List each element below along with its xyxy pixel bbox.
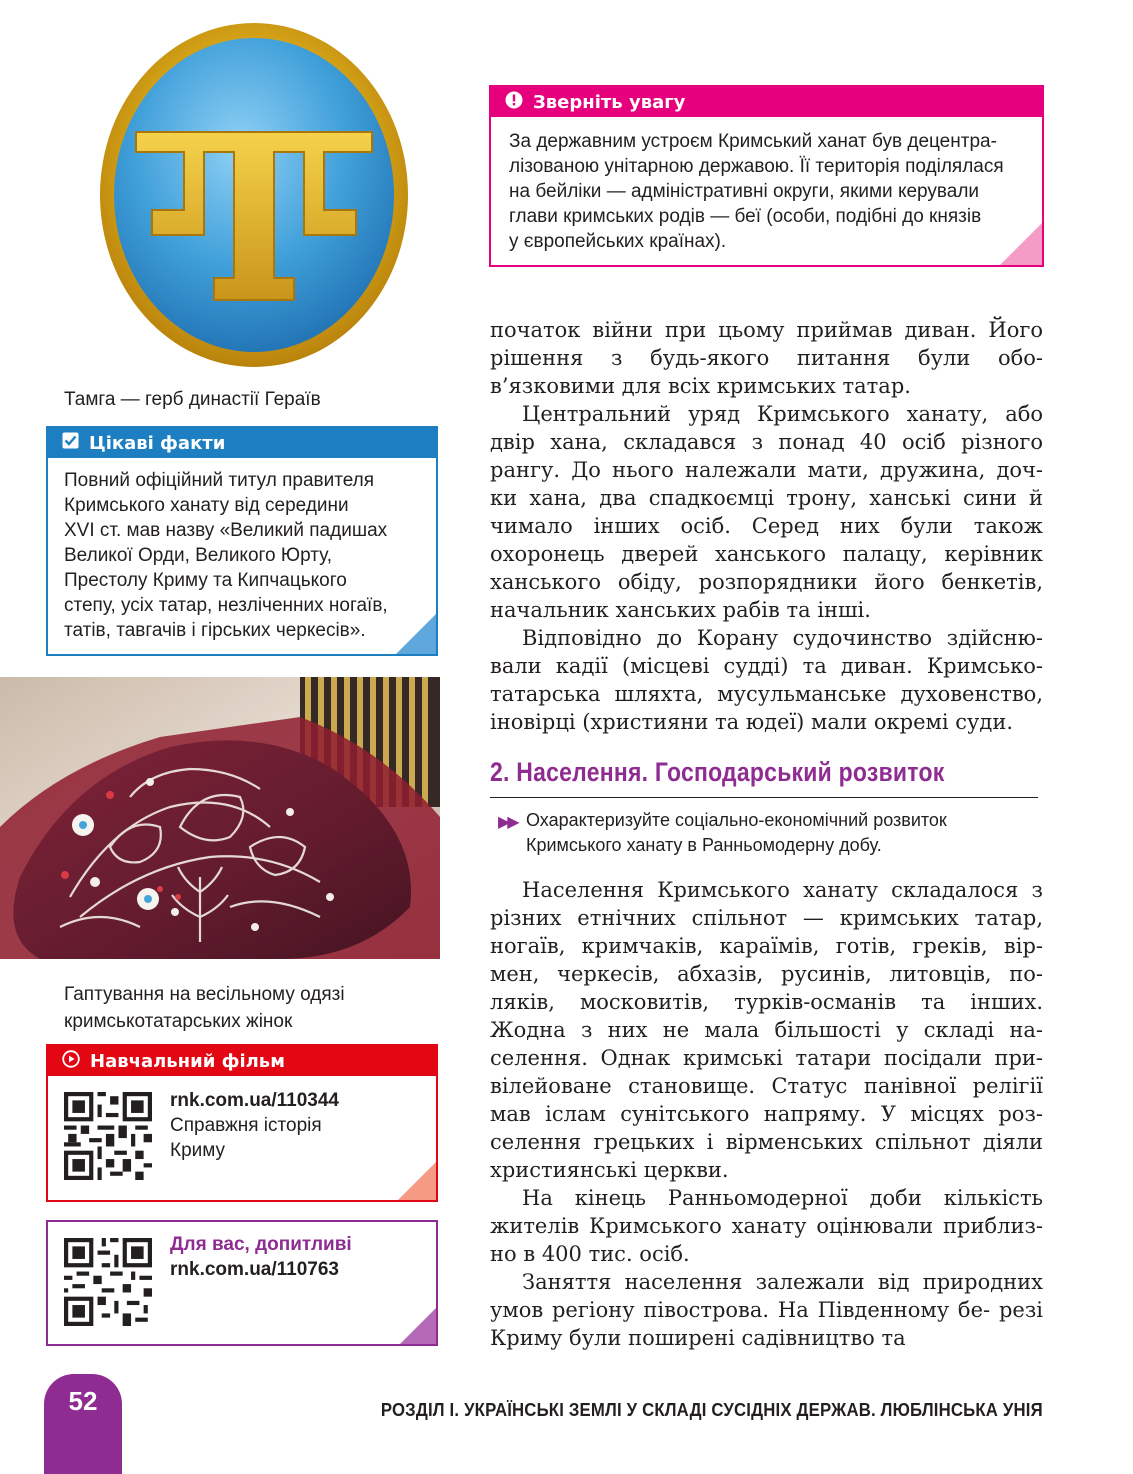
paragraph [490,624,1043,736]
task-line: Охарактеризуйте соціально-економічний розвиток [526,810,947,830]
curious-link[interactable]: rnk.com.ua/110763 [170,1259,339,1280]
text-line: На кінець Ранньомодерної доби кількість [522,1186,1043,1210]
text-line: начальник ханських рабів та інші. [490,598,871,622]
text-line: з різних етнічних спільнот — кримських татар, [490,878,1043,930]
photo-caption-line: кримськотатарських жінок [64,1011,293,1032]
main-text-bottom [490,876,1043,1352]
text-line: іновірці (християни та юдеї) мали окремі суди. [490,710,1013,734]
double-arrow-icon: ▶▶ [498,814,517,831]
corner-decoration [396,614,436,654]
tamga-emblem-image [98,20,410,370]
photo-caption [64,981,345,1035]
text-line: початок війни при цьому приймав диван. Його [490,318,1043,342]
facts-line: XVI ст. мав назву «Великий падишах [64,520,388,541]
running-footer-title: РОЗДІЛ І. УКРАЇНСЬКІ ЗЕМЛІ У СКЛАДІ СУСІДНІХ ДЕРЖАВ. ЛЮБЛІНСЬКА УНІЯ [380,1400,1043,1420]
film-box [46,1044,438,1202]
facts-text [48,458,436,643]
curious-box [46,1220,438,1346]
corner-decoration [398,1162,436,1200]
film-desc-line: Справжня історія [170,1115,322,1136]
facts-box [46,426,438,656]
facts-line: Повний офіційний титул правителя [64,470,375,491]
corner-decoration [400,1308,436,1344]
corner-decoration [1000,223,1042,265]
main-text-top [490,316,1043,736]
facts-line: Престолу Криму та Кипчацького [64,570,347,591]
text-line: в’язковими для всіх кримських татар. [490,374,911,398]
attention-header [491,87,1042,117]
text-line: ногаїв, кримчаків, караїмів, готів, греків, вір- [490,934,1043,958]
text-line: мен, черкесів, абхазів, русинів, литовців, по- [490,962,1043,986]
task-line: Кримського ханату в Ранньомодерну добу. [526,835,882,855]
page-number: 52 [68,1386,98,1416]
facts-header [48,428,436,458]
text-line: Відповідно до Корану судочинство здійсню- [522,626,1043,650]
attention-box [489,85,1044,267]
text-line: Жодна з них не мала більшості у складі на- [490,1018,1043,1042]
text-line: умов регіону півострова. На Південному бе- [490,1298,991,1322]
text-line: вілейоване становище. Статус панівної релігії [490,1074,1043,1098]
paragraph [490,1268,1043,1352]
text-line: Заняття населення залежали від природних [522,1270,1043,1294]
text-line: татарська шляхта, мусульманське духовенство, [490,682,1043,706]
attention-line: у європейських країнах). [509,231,727,252]
qr-code-icon[interactable] [64,1238,152,1326]
text-line: ляків, московитів, турків-османів та інших. [490,990,1043,1014]
checkbox-icon [62,432,79,454]
section-divider [490,797,1038,798]
emblem-caption: Тамга — герб династії Гераїв [64,389,321,410]
play-icon [62,1050,80,1073]
text-line: селення. Однак кримські татари посідали при- [490,1046,1043,1070]
film-link[interactable]: rnk.com.ua/110344 [170,1090,339,1111]
qr-code-icon[interactable] [64,1092,152,1180]
text-line: Населення Кримського ханату складалося [522,878,1032,902]
facts-line: татів, тавгачів і гірських черкесів». [64,620,366,641]
text-line: християнські церкви. [490,1158,729,1182]
text-line: ханського обіду, розпорядники його бенкетів, [490,570,1043,594]
text-line: й чимало інших осіб. Серед них були також [490,486,1043,538]
facts-line: степу, усіх татар, незліченних ногаїв, [64,595,388,616]
attention-text [491,117,1042,254]
text-line: селення грецьких і вірменських спільнот діяли [490,1130,1043,1154]
attention-title: Зверніть увагу [533,91,686,113]
attention-line: глави кримських родів — беї (особи, подібні до князів [509,206,982,227]
page-number-tab [44,1374,122,1474]
text-line: но в 400 тис. осіб. [490,1242,690,1266]
facts-title: Цікаві факти [89,432,226,454]
text-line: мав іслам сунітського напряму. У місцях роз- [490,1102,1043,1126]
text-line: охоронець дверей ханського палацу, керівник [490,542,1043,566]
paragraph [490,400,1043,624]
attention-line: За державним устроєм Кримський ханат був децентра- [509,131,997,152]
text-line: жителів Кримського ханату оцінювали приблиз- [490,1214,1043,1238]
paragraph [490,1184,1043,1268]
exclamation-icon [505,91,523,114]
paragraph [490,316,1043,400]
film-title: Навчальний фільм [90,1050,285,1072]
curious-title: Для вас, допитливі [170,1234,352,1255]
attention-line: на бейліки — адміністративні округи, якими керували [509,181,980,202]
embroidery-photo [0,677,440,959]
film-header [48,1046,436,1076]
photo-caption-line: Гаптування на весільному одязі [64,984,345,1005]
facts-line: Великої Орди, Великого Юрту, [64,545,333,566]
text-line: ки хана, два спадкоємці трону, ханські сини [490,486,1029,510]
attention-line: лізованою унітарною державою. Її територія поділялася [509,156,1004,177]
facts-line: Кримського ханату від середини [64,495,349,516]
section-title: 2. Населення. Господарський розвиток [490,757,945,787]
text-line: вали кадії (місцеві судді) та диван. Кримсько- [490,654,1043,678]
text-line: резі Криму були поширені садівництво та [490,1298,1043,1350]
text-line: двір хана, складався з понад 40 осіб різного [490,430,1043,454]
film-desc-line: Криму [170,1140,226,1161]
text-line: Центральний уряд Кримського ханату, або [522,402,1043,426]
text-line: рішення з будь-якого питання були обо- [490,346,1043,370]
paragraph [490,876,1043,1184]
text-line: рангу. До нього належали мати, дружина, доч- [490,458,1043,482]
section-task [498,808,1038,858]
